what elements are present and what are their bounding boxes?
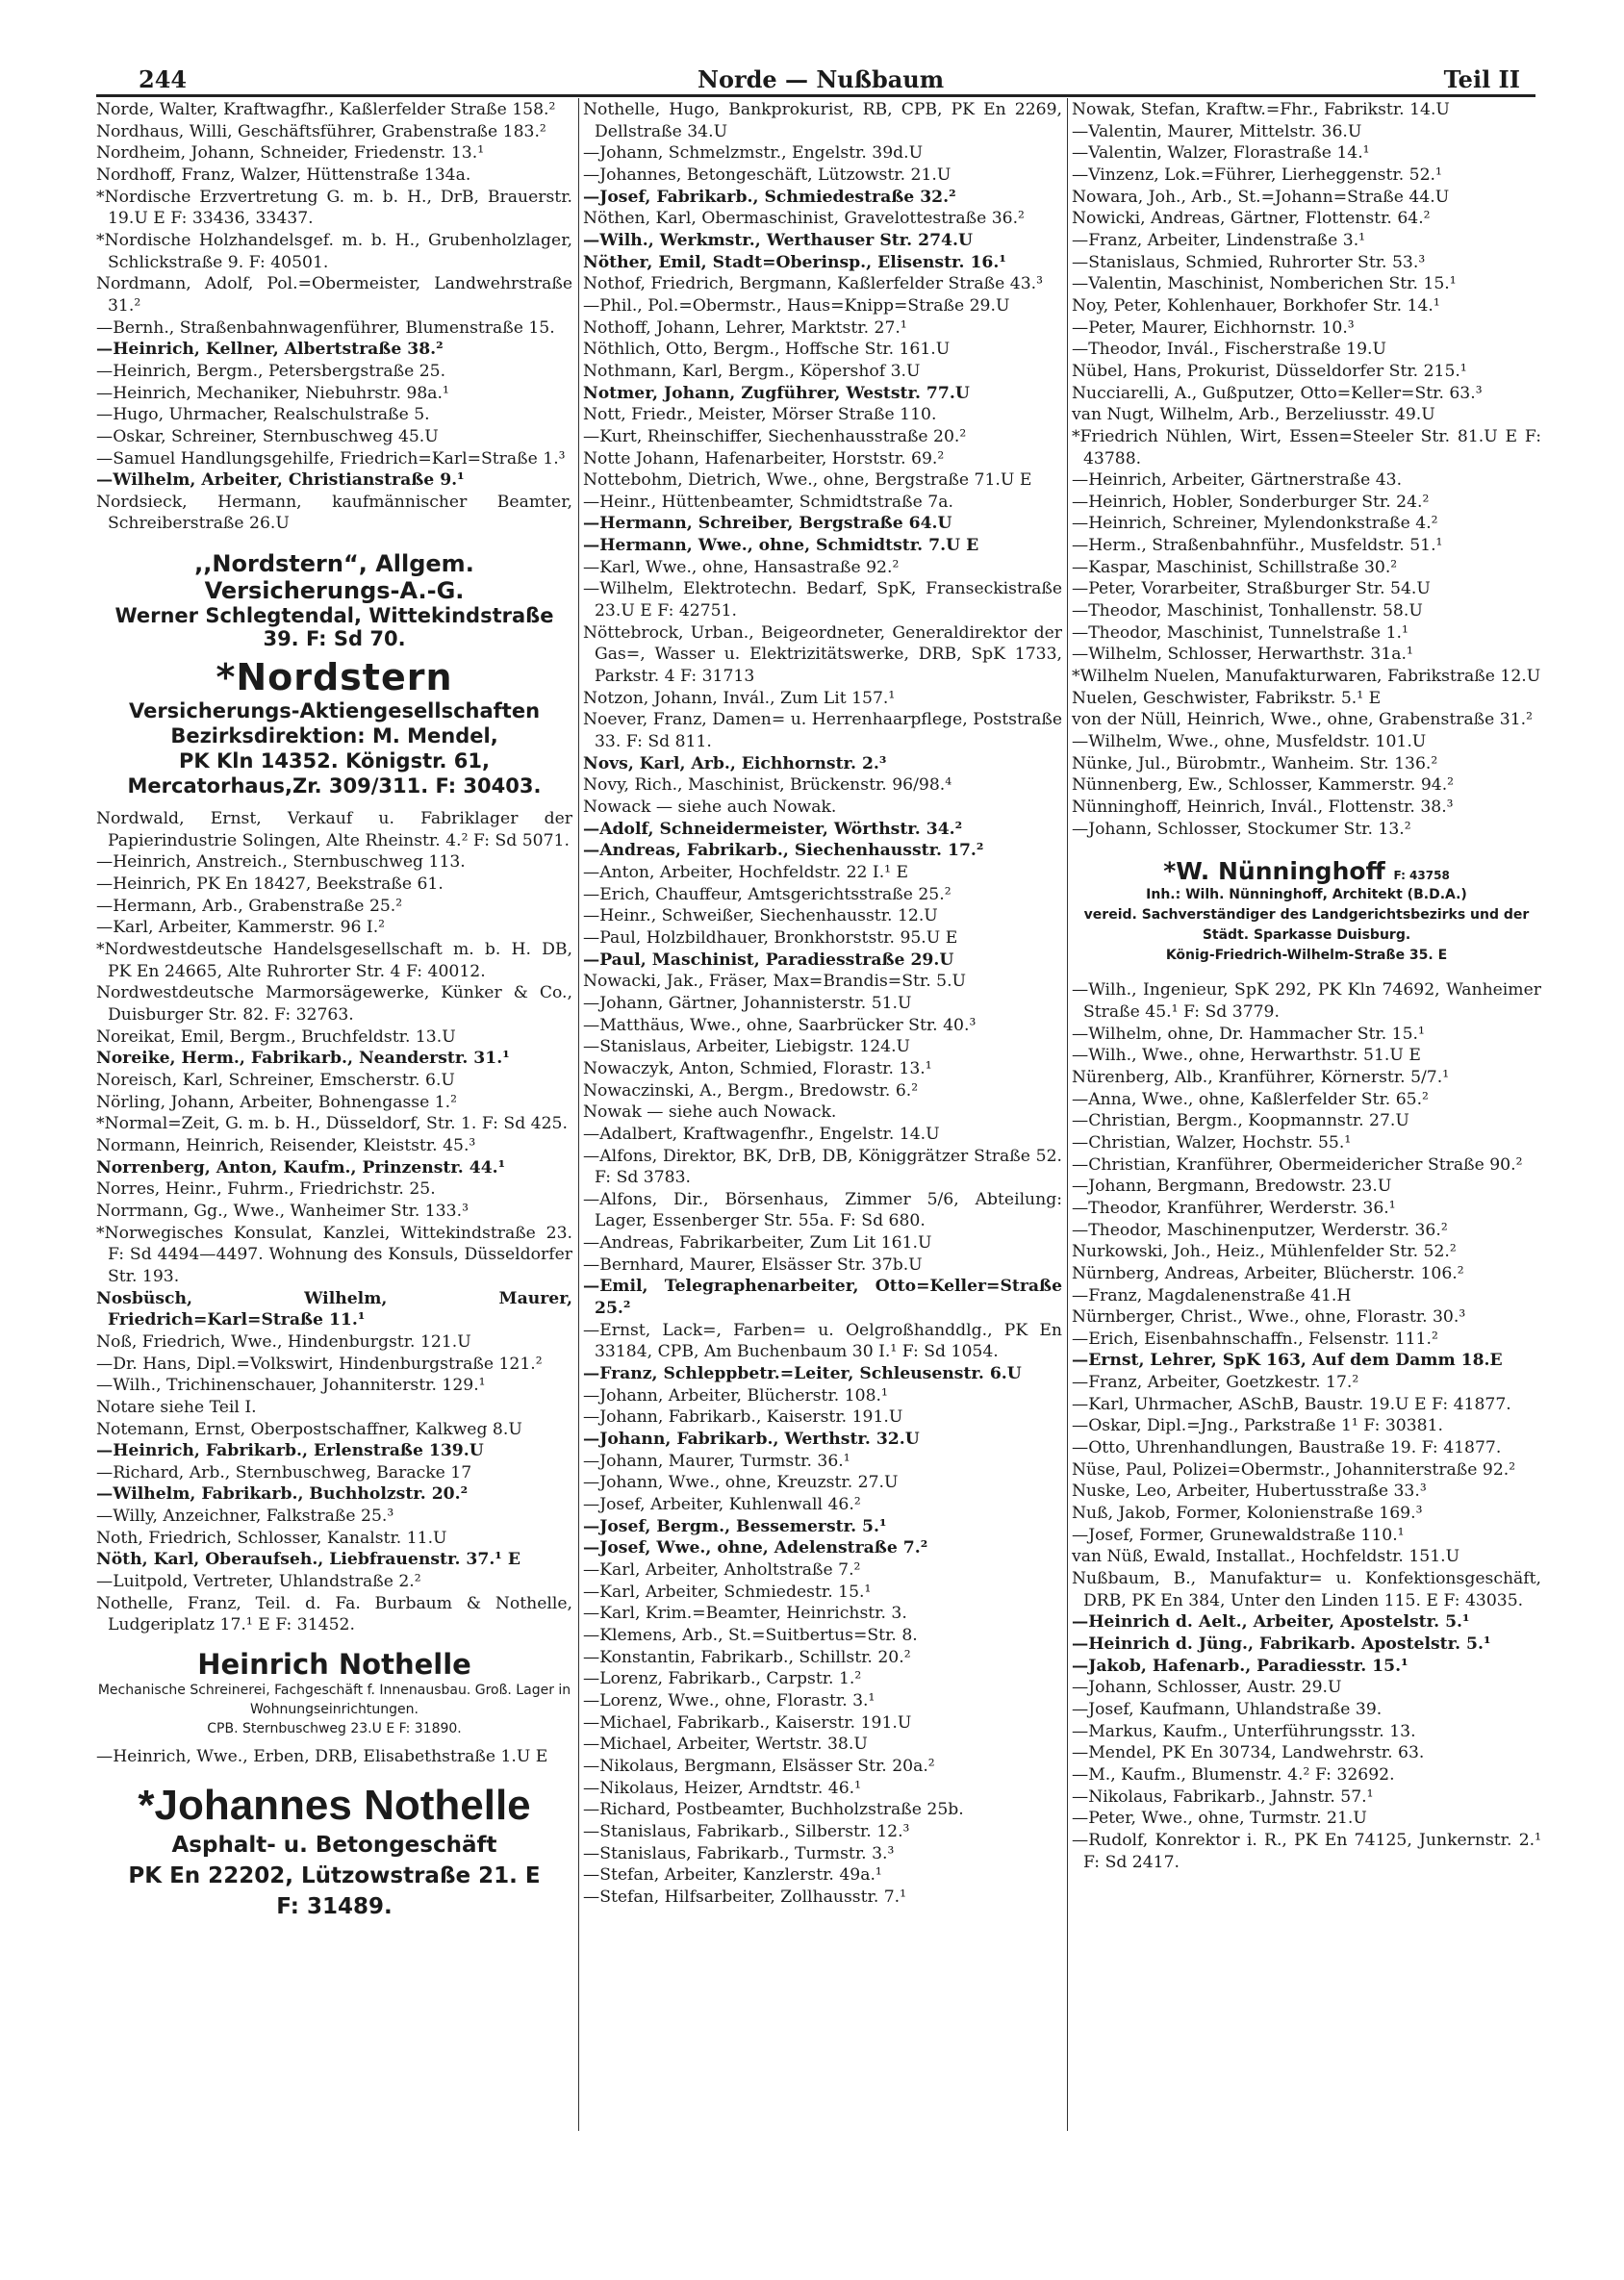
directory-entry: von der Nüll, Heinrich, Wwe., ohne, Grabenstraße 31.²: [1072, 710, 1534, 730]
running-head-part: Teil II: [1443, 65, 1520, 93]
directory-entry: Nöth, Karl, Oberaufseh., Liebfrauenstr. 37.¹ E: [96, 1550, 520, 1570]
advertisement-title-text: *W. Nünninghoff: [1163, 857, 1385, 886]
directory-entry: —Karl, Arbeiter, Anholtstraße 7.²: [583, 1559, 861, 1580]
advertisement: [1072, 857, 1541, 966]
directory-entry: —Hermann, Arb., Grabenstraße 25.²: [96, 896, 403, 916]
directory-entry: —Karl, Arbeiter, Schmiedestr. 15.¹: [583, 1582, 872, 1602]
advertisement-title-text: Heinrich Nothelle: [197, 1648, 471, 1682]
directory-entry: —Stefan, Hilfsarbeiter, Zollhausstr. 7.¹: [583, 1887, 907, 1907]
directory-entry: —Josef, Wwe., ohne, Adelenstraße 7.²: [583, 1538, 928, 1558]
directory-entry: Noth, Friedrich, Schlosser, Kanalstr. 11.U: [96, 1528, 447, 1548]
directory-entry: —Stefan, Arbeiter, Kanzlerstr. 49a.¹: [583, 1865, 882, 1886]
directory-entry: —Johannes, Betongeschäft, Lützowstr. 21.U: [583, 165, 952, 185]
directory-entry: Nörling, Johann, Arbeiter, Bohnengasse 1.²: [96, 1092, 458, 1112]
directory-entry: Normann, Heinrich, Reisender, Kleiststr. 45.³: [96, 1135, 476, 1155]
directory-entry: Noy, Peter, Kohlenhauer, Borkhofer Str. 14.¹: [1072, 295, 1440, 316]
directory-entry: Nosbüsch, Wilhelm, Maurer, Friedrich=Karl=Straße 11.¹: [96, 1288, 572, 1330]
directory-entry: —Stanislaus, Fabrikarb., Turmstr. 3.³: [583, 1843, 895, 1863]
directory-entry: —Nikolaus, Fabrikarb., Jahnstr. 57.¹: [1072, 1786, 1374, 1807]
directory-entry: —Franz, Schleppbetr.=Leiter, Schleusenstr. 6.U: [583, 1364, 1022, 1384]
directory-entry: —Klemens, Arb., St.=Suitbertus=Str. 8.: [583, 1625, 918, 1645]
directory-entry: —Johann, Gärtner, Johannisterstr. 51.U: [583, 993, 912, 1013]
directory-entry: Nowaczyk, Anton, Schmied, Florastr. 13.¹: [583, 1058, 932, 1078]
directory-entry: —Wilhelm, Wwe., ohne, Musfeldstr. 101.U: [1072, 732, 1427, 752]
directory-entry: —Willy, Anzeichner, Falkstraße 25.³: [96, 1507, 394, 1527]
directory-entry: —Phil., Pol.=Obermstr., Haus=Knipp=Straße 29.U: [583, 295, 1010, 316]
directory-entry: Nünke, Jul., Bürobmtr., Wanheim. Str. 136.²: [1072, 753, 1438, 773]
directory-entry: —Dr. Hans, Dipl.=Volkswirt, Hindenburgstraße 121.²: [96, 1354, 543, 1374]
directory-entry: —Wilh., Wwe., ohne, Herwarthstr. 51.U E: [1072, 1046, 1421, 1066]
directory-entry: —Valentin, Walzer, Florastraße 14.¹: [1072, 143, 1370, 164]
directory-entry: —Heinrich, PK En 18427, Beekstraße 61.: [96, 874, 444, 895]
directory-entry: —Oskar, Dipl.=Jng., Parkstraße 1¹ F: 30381.: [1072, 1416, 1443, 1436]
directory-entry: —Josef, Fabrikarb., Schmiedestraße 32.²: [583, 187, 956, 207]
directory-entry: *Nordische Holzhandelsgef. m. b. H., Grubenholzlager, Schlickstraße 9. F: 40501.: [96, 230, 572, 272]
advertisement-title-text: ,,Nordstern“, Allgem. Versicherungs-A.-G.: [194, 550, 474, 605]
advertisement: [96, 550, 572, 650]
directory-entry: —Otto, Uhrenhandlungen, Baustraße 19. F: 41877.: [1072, 1438, 1502, 1458]
directory-entry: —Nikolaus, Bergmann, Elsässer Str. 20a.²: [583, 1756, 935, 1776]
directory-entry: van Nugt, Wilhelm, Arb., Berzeliusstr. 49.U: [1072, 405, 1435, 425]
directory-entry: —Josef, Kaufmann, Uhlandstraße 39.: [1072, 1699, 1383, 1719]
directory-entry: Nöttebrock, Urban., Beigeordneter, Generaldirektor der Gas=, Wasser u. Elektrizitätswerke, DRB, SpK 1733, Parkstr. 4 F: 31713: [583, 622, 1062, 687]
advertisement-line: Mechanische Schreinerei, Fachgeschäft f. Innenausbau. Groß. Lager in Wohnungseinrichtungen.: [97, 1683, 571, 1718]
directory-entry: Notare siehe Teil I.: [96, 1397, 257, 1417]
directory-entry: Noreisch, Karl, Schreiner, Emscherstr. 6.U: [96, 1071, 455, 1090]
directory-entry: —Erich, Chauffeur, Amtsgerichtsstraße 25.²: [583, 884, 952, 904]
directory-entry: —Anton, Arbeiter, Hochfeldstr. 22 I.¹ E: [583, 862, 909, 882]
directory-entry: —Wilhelm, Fabrikarb., Buchholzstr. 20.²: [96, 1484, 469, 1505]
directory-entry: Nothmann, Karl, Bergm., Köpershof 3.U: [583, 361, 921, 381]
directory-entry: Nünninghoff, Heinrich, Invál., Flottenstr. 38.³: [1072, 798, 1454, 817]
directory-entry: —Johann, Bergmann, Bredowstr. 23.U: [1072, 1177, 1392, 1197]
directory-entry: Notmer, Johann, Zugführer, Weststr. 77.U: [583, 383, 970, 403]
directory-entry: —Peter, Maurer, Eichhornstr. 10.³: [1072, 317, 1355, 338]
directory-entry: —Wilhelm, Arbeiter, Christianstraße 9.¹: [96, 470, 465, 491]
directory-entry: —Heinrich, Kellner, Albertstraße 38.²: [96, 340, 444, 360]
directory-entry: —Johann, Schmelzmstr., Engelstr. 39d.U: [583, 143, 924, 164]
directory-entry: Nordhoff, Franz, Walzer, Hüttenstraße 134a.: [96, 165, 471, 185]
directory-entry: *Nordische Erzvertretung G. m. b. H., DrB, Brauerstr. 19.U E F: 33436, 33437.: [96, 187, 572, 229]
directory-entry: —Heinrich d. Aelt., Arbeiter, Apostelstr. 5.¹: [1072, 1612, 1470, 1633]
directory-entry: —Alfons, Direktor, BK, DrB, DB, Königgrätzer Straße 52. F: Sd 3783.: [583, 1146, 1062, 1188]
directory-entry: *Wilhelm Nuelen, Manufakturwaren, Fabrikstraße 12.U: [1072, 667, 1541, 687]
directory-entry: —Markus, Kaufm., Unterführungsstr. 13.: [1072, 1721, 1416, 1741]
directory-entry: —Andreas, Fabrikarbeiter, Zum Lit 161.U: [583, 1233, 932, 1254]
directory-entry: —Wilh., Trichinenschauer, Johanniterstr. 129.¹: [96, 1376, 486, 1396]
directory-entry: —Samuel Handlungsgehilfe, Friedrich=Karl=Straße 1.³: [96, 448, 566, 469]
directory-entry: —Paul, Holzbildhauer, Bronkhorststr. 95.U E: [583, 927, 958, 948]
advertisement-line: CPB. Sternbuschweg 23.U E F: 31890.: [207, 1721, 462, 1737]
directory-entry: —Johann, Fabrikarb., Kaiserstr. 191.U: [583, 1407, 903, 1428]
directory-entry: Nürnberger, Christ., Wwe., ohne, Florastr. 30.³: [1072, 1307, 1466, 1328]
directory-entry: Noreike, Herm., Fabrikarb., Neanderstr. 31.¹: [96, 1049, 510, 1069]
directory-entry: —Theodor, Maschinist, Tonhallenstr. 58.U: [1072, 601, 1423, 621]
advertisement-line: F: 31489.: [276, 1893, 393, 1919]
advertisement-line: Mercatorhaus,Zr. 309/311. F: 30403.: [127, 774, 542, 798]
directory-entry: *Norwegisches Konsulat, Kanzlei, Wittekindstraße 23. F: Sd 4494—4497. Wohnung des Konsuls, Düsseldorfer Str. 193.: [96, 1223, 572, 1286]
directory-entry: —Franz, Arbeiter, Lindenstraße 3.¹: [1072, 230, 1366, 250]
column-divider: [578, 98, 579, 2131]
running-head-range: Norde — Nußbaum: [698, 65, 945, 93]
directory-entry: Nowara, Joh., Arb., St.=Johann=Straße 44.U: [1072, 187, 1450, 207]
directory-entry: —Paul, Maschinist, Paradiesstraße 29.U: [583, 950, 954, 970]
directory-entry: Noreikat, Emil, Bergm., Bruchfeldstr. 13.U: [96, 1026, 456, 1047]
directory-entry: —Wilhelm, Elektrotechn. Bedarf, SpK, Franseckistraße 23.U E F: 42751.: [583, 579, 1062, 621]
directory-entry: Nürenberg, Alb., Kranführer, Körnerstr. 5/7.¹: [1072, 1067, 1450, 1087]
directory-entry: —Hermann, Wwe., ohne, Schmidtstr. 7.U E: [583, 536, 979, 556]
directory-entry: —Herm., Straßenbahnführ., Musfeldstr. 51.¹: [1072, 536, 1443, 556]
advertisement: [96, 656, 572, 798]
directory-entry: —Wilh., Werkmstr., Werthauser Str. 274.U: [583, 230, 973, 250]
directory-entry: —Karl, Uhrmacher, ASchB, Baustr. 19.U E F: 41877.: [1072, 1394, 1511, 1414]
directory-entry: Nordhaus, Willi, Geschäftsführer, Grabenstraße 183.²: [96, 121, 546, 141]
directory-entry: —Hermann, Schreiber, Bergstraße 64.U: [583, 514, 952, 534]
advertisement-phone: F: 43758: [1393, 869, 1450, 883]
directory-entry: —Valentin, Maschinist, Nomberichen Str. 15.¹: [1072, 274, 1457, 294]
directory-entry: —Johann, Maurer, Turmstr. 36.¹: [583, 1451, 850, 1471]
directory-entry: Notte Johann, Hafenarbeiter, Horststr. 69.²: [583, 448, 945, 469]
directory-entry: —Adalbert, Kraftwagenfhr., Engelstr. 14.U: [583, 1124, 940, 1144]
directory-entry: Nothelle, Hugo, Bankprokurist, RB, CPB, PK En 2269, Dellstraße 34.U: [583, 100, 1062, 141]
directory-entry: —Heinrich, Mechaniker, Niebuhrstr. 98a.¹: [96, 383, 449, 403]
directory-entry: Nußbaum, B., Manufaktur= u. Konfektionsgeschäft, DRB, PK En 384, Unter den Linden 115. E F: 43035.: [1072, 1569, 1541, 1610]
directory-entry: —Josef, Bergm., Bessemerstr. 5.¹: [583, 1516, 887, 1536]
directory-entry: Nordheim, Johann, Schneider, Friedenstr. 13.¹: [96, 143, 485, 164]
directory-entry: —Wilhelm, ohne, Dr. Hammacher Str. 15.¹: [1072, 1024, 1425, 1044]
directory-entry: —Wilhelm, Schlosser, Herwarthstr. 31a.¹: [1072, 645, 1413, 665]
directory-entry: Nowicki, Andreas, Gärtner, Flottenstr. 64.²: [1072, 209, 1431, 229]
directory-entry: —Emil, Telegraphenarbeiter, Otto=Keller=Straße 25.²: [583, 1277, 1062, 1319]
advertisement: [96, 1648, 572, 1738]
directory-entry: —Nikolaus, Heizer, Arndtstr. 46.¹: [583, 1778, 861, 1798]
column-3: [1072, 99, 1541, 1873]
directory-entry: —Stanislaus, Fabrikarb., Silberstr. 12.³: [583, 1821, 910, 1841]
directory-entry: Norres, Heinr., Fuhrm., Friedrichstr. 25.: [96, 1179, 436, 1200]
directory-entry: Notzon, Johann, Invál., Zum Lit 157.¹: [583, 688, 896, 708]
advertisement-title-text: *Johannes Nothelle: [138, 1781, 531, 1829]
directory-entry: —Karl, Wwe., ohne, Hansastraße 92.²: [583, 557, 900, 577]
advertisement-line: Asphalt- u. Betongeschäft: [171, 1832, 497, 1858]
directory-entry: Novy, Rich., Maschinist, Brückenstr. 96/98.⁴: [583, 775, 952, 796]
directory-entry: —Wilh., Ingenieur, SpK 292, PK Kln 74692, Wanheimer Straße 45.¹ F: Sd 3779.: [1072, 980, 1541, 1022]
directory-entry: Nordwald, Ernst, Verkauf u. Fabriklager der Papierindustrie Solingen, Alte Rheinstr. 4.² F: Sd 5071.: [96, 809, 572, 850]
directory-entry: *Normal=Zeit, G. m. b. H., Düsseldorf, Str. 1. F: Sd 425.: [96, 1114, 568, 1134]
directory-entry: Nowaczinski, A., Bergm., Bredowstr. 6.²: [583, 1080, 919, 1101]
directory-entry: Norrenberg, Anton, Kaufm., Prinzenstr. 44.¹: [96, 1157, 506, 1178]
advertisement-title: [96, 1648, 572, 1681]
directory-entry: —Josef, Former, Grunewaldstraße 110.¹: [1072, 1525, 1405, 1545]
directory-entry: —Konstantin, Fabrikarb., Schillstr. 20.²: [583, 1647, 911, 1667]
directory-entry: —Franz, Magdalenenstraße 41.H: [1072, 1285, 1352, 1305]
directory-entry: —Jakob, Hafenarb., Paradiesstr. 15.¹: [1072, 1656, 1408, 1676]
page-number: 244: [139, 65, 188, 93]
directory-entry: —Bernhard, Maurer, Elsässer Str. 37b.U: [583, 1254, 923, 1275]
directory-entry: *Friedrich Nühlen, Wirt, Essen=Steeler Str. 81.U E F: 43788.: [1072, 426, 1541, 469]
directory-entry: Nürnberg, Andreas, Arbeiter, Blücherstr. 106.²: [1072, 1263, 1464, 1283]
advertisement-title: [96, 656, 572, 698]
directory-entry: Nothof, Friedrich, Bergmann, Kaßlerfelder Straße 43.³: [583, 274, 1043, 294]
header-rule: [96, 94, 1535, 97]
directory-entry: —Heinrich, Fabrikarb., Erlenstraße 139.U: [96, 1441, 484, 1461]
directory-entry: Nottebohm, Dietrich, Wwe., ohne, Bergstraße 71.U E: [583, 470, 1032, 491]
column-divider: [1067, 98, 1068, 2131]
directory-entry: —Erich, Eisenbahnschaffn., Felsenstr. 111.²: [1072, 1329, 1438, 1349]
directory-entry: Nowack — siehe auch Nowak.: [583, 798, 837, 817]
directory-entry: —Matthäus, Wwe., ohne, Saarbrücker Str. 40.³: [583, 1015, 977, 1035]
directory-entry: Nöthlich, Otto, Bergm., Hoffsche Str. 161.U: [583, 340, 951, 360]
directory-entry: —Josef, Arbeiter, Kuhlenwall 46.²: [583, 1495, 861, 1514]
directory-entry: —Bernh., Straßenbahnwagenführer, Blumenstraße 15.: [96, 317, 555, 338]
directory-entry: Noever, Franz, Damen= u. Herrenhaarpflege, Poststraße 33. F: Sd 811.: [583, 710, 1062, 752]
directory-entry: —Johann, Arbeiter, Blücherstr. 108.¹: [583, 1385, 888, 1406]
advertisement-line: Werner Schlegtendal, Wittekindstraße 39. F: Sd 70.: [114, 604, 554, 651]
directory-entry: van Nüß, Ewald, Installat., Hochfeldstr. 151.U: [1072, 1547, 1460, 1567]
directory-entry: Norrmann, Gg., Wwe., Wanheimer Str. 133.³: [96, 1201, 469, 1221]
advertisement-title: [96, 1782, 572, 1830]
directory-entry: Nüse, Paul, Polizei=Obermstr., Johanniterstraße 92.²: [1072, 1459, 1516, 1480]
advertisement-title: [1072, 857, 1541, 885]
advertisement-line: PK Kln 14352. Königstr. 61,: [179, 749, 490, 773]
directory-entry: —Johann, Schlosser, Stockumer Str. 13.²: [1072, 819, 1411, 839]
directory-entry: —Richard, Arb., Sternbuschweg, Baracke 17: [96, 1462, 472, 1482]
directory-entry: Nowacki, Jak., Fräser, Max=Brandis=Str. 5.U: [583, 972, 967, 992]
directory-entry: —Rudolf, Konrektor i. R., PK En 74125, Junkernstr. 2.¹ F: Sd 2417.: [1072, 1830, 1541, 1872]
column-2: [583, 99, 1062, 1908]
directory-entry: —Heinrich d. Jüng., Fabrikarb. Apostelstr. 5.¹: [1072, 1634, 1491, 1654]
advertisement-line: vereid. Sachverständiger des Landgerichtsbezirks und der Städt. Sparkasse Duisburg.: [1083, 907, 1530, 944]
directory-entry: —Karl, Arbeiter, Kammerstr. 96 I.²: [96, 918, 386, 938]
directory-entry: —Alfons, Dir., Börsenhaus, Zimmer 5/6, Abteilung: Lager, Essenberger Str. 55a. F: Sd 680.: [583, 1189, 1062, 1231]
directory-entry: Nothelle, Franz, Teil. d. Fa. Burbaum & Nothelle, Ludgeriplatz 17.¹ E F: 31452.: [96, 1593, 572, 1635]
directory-entry: Novs, Karl, Arb., Eichhornstr. 2.³: [583, 753, 887, 773]
directory-entry: Nöther, Emil, Stadt=Oberinsp., Elisenstr. 16.¹: [583, 252, 1006, 272]
directory-entry: Nuske, Leo, Arbeiter, Hubertusstraße 33.³: [1072, 1482, 1427, 1502]
directory-entry: —Karl, Krim.=Beamter, Heinrichstr. 3.: [583, 1604, 907, 1624]
directory-entry: —Theodor, Maschinenputzer, Werderstr. 36.²: [1072, 1220, 1448, 1240]
advertisement-line: Bezirksdirektion: M. Mendel,: [170, 724, 498, 748]
directory-entry: —Johann, Wwe., ohne, Kreuzstr. 27.U: [583, 1473, 899, 1493]
directory-entry: —Franz, Arbeiter, Goetzkestr. 17.²: [1072, 1373, 1359, 1393]
directory-entry: —Andreas, Fabrikarb., Siechenhausstr. 17.²: [583, 841, 984, 861]
directory-entry: Nordmann, Adolf, Pol.=Obermeister, Landwehrstraße 31.²: [96, 274, 572, 316]
directory-entry: —Theodor, Kranführer, Werderstr. 36.¹: [1072, 1198, 1396, 1218]
directory-entry: Nucciarelli, A., Gußputzer, Otto=Keller=Str. 63.³: [1072, 383, 1483, 403]
directory-entry: —Kaspar, Maschinist, Schillstraße 30.²: [1072, 557, 1398, 577]
directory-entry: —Heinr., Schweißer, Siechenhausstr. 12.U: [583, 906, 938, 926]
advertisement-title: [96, 550, 572, 604]
directory-entry: —Heinrich, Bergm., Petersbergstraße 25.: [96, 361, 446, 381]
directory-entry: —Theodor, Maschinist, Tunnelstraße 1.¹: [1072, 622, 1408, 643]
directory-entry: —Anna, Wwe., ohne, Kaßlerfelder Str. 65.²: [1072, 1089, 1429, 1109]
directory-entry: Nuß, Jakob, Former, Kolonienstraße 169.³: [1072, 1504, 1423, 1524]
directory-entry: —Vinzenz, Lok.=Führer, Lierheggenstr. 52.¹: [1072, 165, 1442, 185]
directory-entry: Nott, Friedr., Meister, Mörser Straße 110.: [583, 405, 937, 425]
directory-entry: —Peter, Wwe., ohne, Turmstr. 21.U: [1072, 1809, 1367, 1829]
directory-entry: Notemann, Ernst, Oberpostschaffner, Kalkweg 8.U: [96, 1419, 522, 1439]
directory-entry: —Stanislaus, Arbeiter, Liebigstr. 124.U: [583, 1037, 911, 1057]
directory-entry: Nowak, Stefan, Kraftw.=Fhr., Fabrikstr. 14.U: [1072, 100, 1450, 119]
directory-entry: —Heinrich, Anstreich., Sternbuschweg 113.: [96, 852, 466, 873]
directory-entry: Noß, Friedrich, Wwe., Hindenburgstr. 121.U: [96, 1331, 471, 1352]
directory-entry: —Christian, Walzer, Hochstr. 55.¹: [1072, 1132, 1352, 1153]
directory-entry: Norde, Walter, Kraftwagfhr., Kaßlerfelder Straße 158.²: [96, 100, 556, 119]
directory-entry: —Heinrich, Schreiner, Mylendonkstraße 4.²: [1072, 514, 1438, 534]
directory-entry: —Mendel, PK En 30734, Landwehrstr. 63.: [1072, 1743, 1425, 1763]
directory-entry: —M., Kaufm., Blumenstr. 4.² F: 32692.: [1072, 1764, 1395, 1785]
column-1: [96, 99, 572, 1928]
directory-entry: —Richard, Postbeamter, Buchholzstraße 25b.: [583, 1800, 964, 1820]
directory-entry: —Hugo, Uhrmacher, Realschulstraße 5.: [96, 405, 430, 425]
directory-entry: Nöthen, Karl, Obermaschinist, Gravelottestraße 36.²: [583, 209, 1025, 229]
advertisement-line: Versicherungs-Aktiengesellschaften: [128, 699, 541, 723]
advertisement-line: Inh.: Wilh. Nünninghoff, Architekt (B.D.A.): [1146, 887, 1467, 903]
directory-entry: —Michael, Fabrikarb., Kaiserstr. 191.U: [583, 1712, 912, 1733]
directory-entry: —Stanislaus, Schmied, Ruhrorter Str. 53.³: [1072, 252, 1426, 272]
advertisement-line: König-Friedrich-Wilhelm-Straße 35. E: [1165, 948, 1448, 964]
directory-entry: —Heinr., Hüttenbeamter, Schmidtstraße 7a.: [583, 492, 953, 512]
directory-entry: —Kurt, Rheinschiffer, Siechenhausstraße 20.²: [583, 426, 967, 446]
directory-entry: —Ernst, Lack=, Farben= u. Oelgroßhanddlg., PK En 33184, CPB, Am Buchenbaum 30 I.¹ F: Sd 1054.: [583, 1320, 1062, 1362]
directory-entry: *Nordwestdeutsche Handelsgesellschaft m. b. H. DB, PK En 24665, Alte Ruhrorter Str. 4 F: 40012.: [96, 940, 572, 981]
directory-entry: —Lorenz, Wwe., ohne, Florastr. 3.¹: [583, 1690, 875, 1710]
directory-entry: —Heinrich, Hobler, Sonderburger Str. 24.²: [1072, 492, 1430, 512]
directory-entry: —Lorenz, Fabrikarb., Carpstr. 1.²: [583, 1669, 862, 1689]
directory-entry: —Ernst, Lehrer, SpK 163, Auf dem Damm 18.E: [1072, 1351, 1503, 1371]
directory-entry: —Johann, Schlosser, Austr. 29.U: [1072, 1678, 1342, 1698]
directory-entry: —Johann, Fabrikarb., Werthstr. 32.U: [583, 1430, 920, 1450]
advertisement-line: PK En 22202, Lützowstraße 21. E: [128, 1862, 541, 1888]
directory-entry: —Luitpold, Vertreter, Uhlandstraße 2.²: [96, 1572, 421, 1592]
advertisement-title-text: *Nordstern: [216, 656, 453, 699]
directory-entry: Nünnenberg, Ew., Schlosser, Kammerstr. 94.²: [1072, 775, 1455, 796]
directory-entry: Nurkowski, Joh., Heiz., Mühlenfelder Str. 52.²: [1072, 1242, 1457, 1262]
directory-entry: Nübel, Hans, Prokurist, Düsseldorfer Str. 215.¹: [1072, 361, 1467, 381]
directory-entry: —Oskar, Schreiner, Sternbuschweg 45.U: [96, 426, 439, 446]
directory-entry: Nothoff, Johann, Lehrer, Marktstr. 27.¹: [583, 317, 907, 338]
directory-entry: —Theodor, Invál., Fischerstraße 19.U: [1072, 340, 1386, 360]
directory-entry: Nordwestdeutsche Marmorsägewerke, Künker & Co., Duisburger Str. 82. F: 32763.: [96, 983, 572, 1026]
directory-entry: —Christian, Kranführer, Obermeidericher Straße 90.²: [1072, 1154, 1523, 1175]
directory-entry: —Heinrich, Arbeiter, Gärtnerstraße 43.: [1072, 470, 1403, 491]
directory-entry: Nowak — siehe auch Nowack.: [583, 1102, 837, 1123]
directory-entry: —Christian, Bergm., Koopmannstr. 27.U: [1072, 1111, 1409, 1131]
directory-entry: —Peter, Vorarbeiter, Straßburger Str. 54.U: [1072, 579, 1431, 599]
directory-entry: Nordsieck, Hermann, kaufmännischer Beamter, Schreiberstraße 26.U: [96, 492, 572, 534]
directory-entry: —Adolf, Schneidermeister, Wörthstr. 34.²: [583, 819, 963, 839]
directory-entry: Nuelen, Geschwister, Fabrikstr. 5.¹ E: [1072, 688, 1382, 708]
advertisement: [96, 1782, 572, 1922]
directory-entry: —Heinrich, Wwe., Erben, DRB, Elisabethstraße 1.U E: [96, 1747, 548, 1767]
directory-entry: —Michael, Arbeiter, Wertstr. 38.U: [583, 1735, 868, 1755]
directory-entry: —Valentin, Maurer, Mittelstr. 36.U: [1072, 121, 1362, 141]
